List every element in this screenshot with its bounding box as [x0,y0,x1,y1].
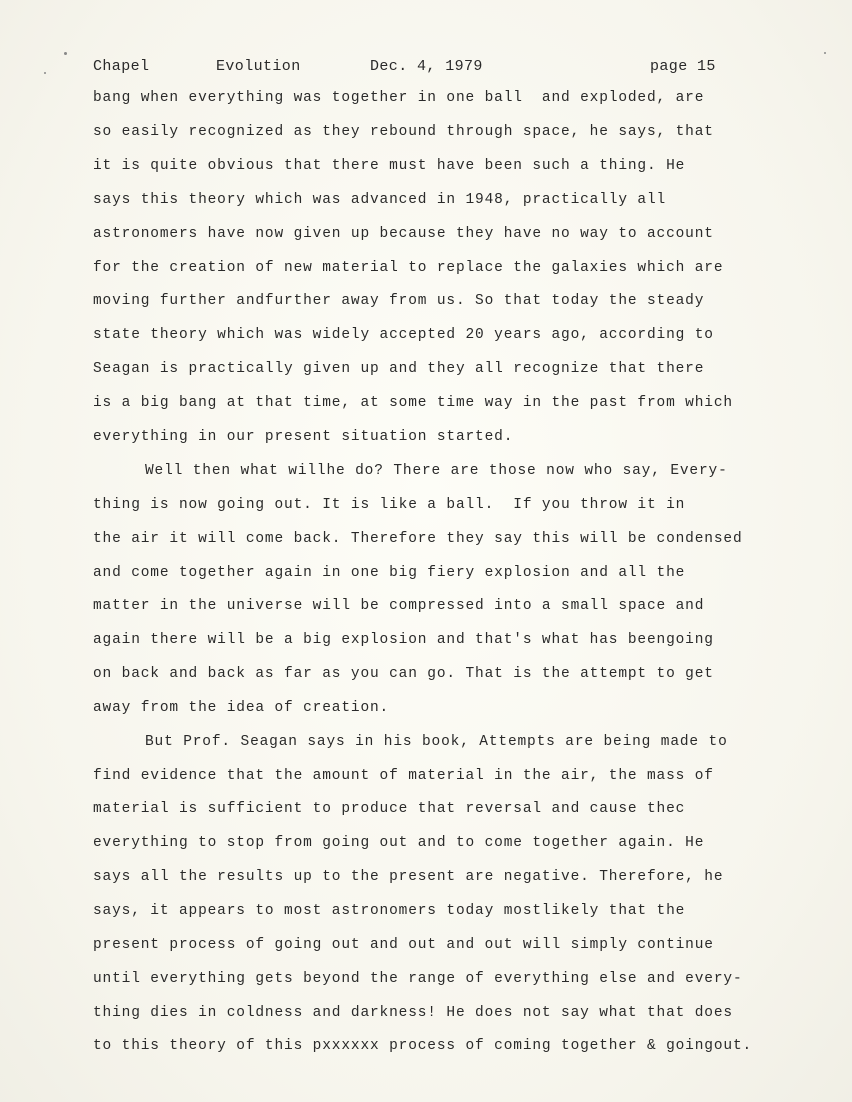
text-line: matter in the universe will be compressed into a small space and [93,598,705,614]
header-title: Evolution [216,58,301,75]
text-line: says all the results up to the present are negative. Therefore, he [93,869,724,885]
text-line: But Prof. Seagan says in his book, Attempts are being made to [145,734,728,750]
paper-speck [44,72,46,74]
text-line: and come together again in one big fiery explosion and all the [93,565,686,581]
text-line: so easily recognized as they rebound through space, he says, that [93,124,714,140]
text-line: again there will be a big explosion and that's what has beengoing [93,632,714,648]
paper-speck [64,52,67,55]
text-line: everything to stop from going out and to come together again. He [93,835,705,851]
text-line: is a big bang at that time, at some time way in the past from which [93,395,733,411]
text-line: away from the idea of creation. [93,700,390,716]
text-line: thing is now going out. It is like a ball. If you throw it in [93,497,686,513]
text-line: to this theory of this pxxxxxx process of coming together & goingout. [93,1038,753,1054]
text-line: says this theory which was advanced in 1948, practically all [93,192,667,208]
text-line: astronomers have now given up because they have no way to account [93,226,714,242]
page-header [0,58,852,82]
text-line: material is sufficient to produce that reversal and cause thec [93,801,686,817]
text-line: Seagan is practically given up and they all recognize that there [93,361,705,377]
text-line: for the creation of new material to replace the galaxies which are [93,260,724,276]
header-page-number: page 15 [650,58,716,75]
header-date: Dec. 4, 1979 [370,58,483,75]
text-line: until everything gets beyond the range of everything else and every- [93,971,743,987]
text-line: it is quite obvious that there must have been such a thing. He [93,158,686,174]
text-line: present process of going out and out and out will simply continue [93,937,714,953]
text-line: Well then what willhe do? There are those now who say, Every- [145,463,728,479]
text-line: says, it appears to most astronomers today mostlikely that the [93,903,686,919]
text-line: the air it will come back. Therefore they say this will be condensed [93,531,743,547]
text-line: state theory which was widely accepted 20 years ago, according to [93,327,714,343]
text-line: bang when everything was together in one ball and exploded, are [93,90,705,106]
text-line: find evidence that the amount of material in the air, the mass of [93,768,714,784]
text-line: moving further andfurther away from us. So that today the steady [93,293,705,309]
header-chapel: Chapel [93,58,150,75]
text-line: everything in our present situation started. [93,429,514,445]
paper-speck [824,52,826,54]
text-line: thing dies in coldness and darkness! He does not say what that does [93,1005,733,1021]
text-line: on back and back as far as you can go. That is the attempt to get [93,666,714,682]
